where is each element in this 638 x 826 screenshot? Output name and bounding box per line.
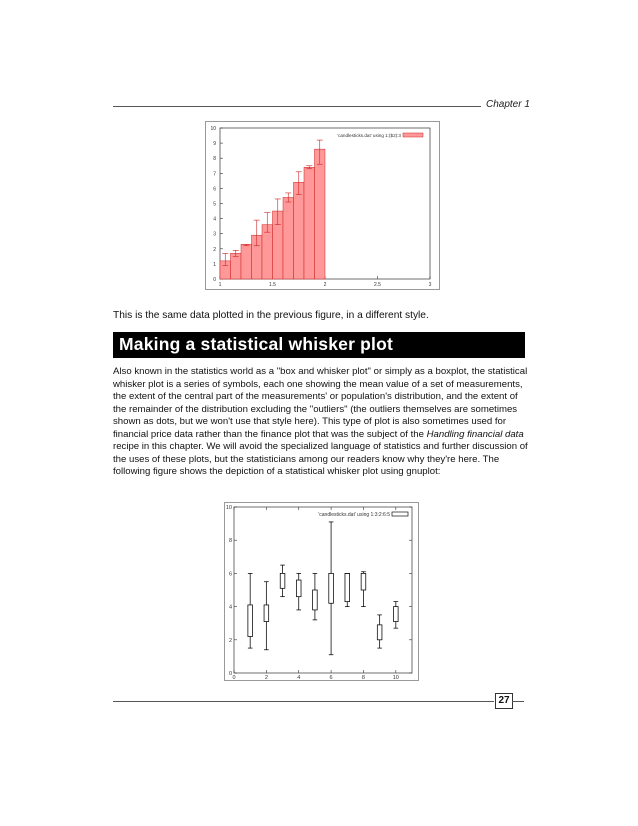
y-tick-label: 10	[210, 126, 216, 132]
y-tick-label: 2	[228, 637, 232, 644]
x-tick-label: 3	[428, 282, 432, 288]
y-tick-label: 5	[213, 201, 216, 208]
x-tick-label: 1	[218, 282, 222, 288]
y-tick-label: 9	[213, 141, 216, 148]
footer-rule	[113, 701, 494, 702]
y-tick-label: 2	[213, 246, 216, 253]
bar	[315, 149, 326, 279]
box	[377, 625, 382, 640]
y-tick-label: 10	[225, 505, 232, 511]
page-number: 27	[495, 693, 513, 709]
header-rule	[113, 106, 481, 107]
box	[248, 605, 253, 637]
legend-label: 'candlesticks.dat' using 1:($2):3	[337, 133, 401, 138]
x-tick-label: 2.5	[374, 282, 381, 288]
box	[329, 573, 334, 603]
x-tick-label: 8	[361, 675, 365, 680]
bar	[294, 182, 305, 279]
whisker-chart-figure	[224, 502, 419, 681]
box	[361, 573, 366, 590]
bar	[283, 197, 294, 279]
x-tick-label: 1.5	[269, 282, 276, 288]
box	[280, 573, 285, 588]
footer-rule-right	[512, 701, 524, 702]
body-text-part2: recipe in this chapter. We will avoid the specialized language of statistics and further discussion of the uses of these plots, but the statisticians among our readers know why they're here. The following figure shows the depiction of a statistical whisker plot using gnuplot:	[113, 441, 528, 478]
box	[345, 573, 350, 601]
x-tick-label: 2	[323, 282, 327, 288]
legend-swatch	[392, 512, 408, 516]
legend-label: 'candlesticks.dat' using 1:3:2:6:5	[318, 512, 390, 518]
x-tick-label: 4	[297, 675, 301, 680]
x-tick-label: 10	[392, 675, 399, 680]
recipe-reference: Handling financial data	[426, 428, 524, 440]
bar	[241, 244, 252, 279]
section-heading-bar	[113, 332, 525, 358]
plot-frame	[234, 507, 412, 673]
body-paragraph	[113, 366, 529, 479]
x-tick-label: 0	[232, 675, 236, 680]
bar	[231, 253, 242, 279]
x-tick-label: 6	[329, 675, 333, 680]
box	[264, 605, 269, 622]
bar-chart-figure	[205, 121, 440, 290]
y-tick-label: 6	[228, 571, 232, 578]
y-tick-label: 8	[213, 156, 216, 163]
y-tick-label: 4	[213, 216, 216, 223]
bar	[304, 167, 315, 279]
whisker-chart	[225, 503, 418, 680]
box	[394, 607, 399, 622]
chapter-label: Chapter 1	[486, 99, 530, 110]
y-tick-label: 1	[213, 261, 216, 268]
y-tick-label: 0	[228, 671, 232, 677]
legend-swatch	[403, 133, 423, 137]
box	[313, 590, 318, 610]
bar-chart	[206, 122, 439, 289]
y-tick-label: 7	[213, 171, 216, 178]
y-tick-label: 6	[213, 186, 216, 193]
box	[296, 580, 301, 597]
figure-caption: This is the same data plotted in the previous figure, in a different style.	[113, 310, 429, 321]
section-title: Making a statistical whisker plot	[119, 334, 394, 354]
bar	[262, 225, 273, 279]
y-tick-label: 0	[213, 277, 216, 283]
y-tick-label: 3	[213, 231, 216, 238]
body-text-part1: Also known in the statistics world as a "box and whisker plot" or simply as a boxplot, the statistical whisker plot is a series of symbols, each one showing the mean value of a set of measurements, the extent of the central part of the measurements' or population's distribution, and the extent of the remainder of the distribution excluding the "outliers" (the outliers themselves are sometimes shown as dots, but we won't use that style here). This type of plot is also sometimes used for financial price data rather than the finance plot that was the subject of the	[113, 366, 528, 440]
y-tick-label: 4	[228, 604, 232, 611]
y-tick-label: 8	[228, 538, 232, 545]
x-tick-label: 2	[264, 675, 268, 680]
